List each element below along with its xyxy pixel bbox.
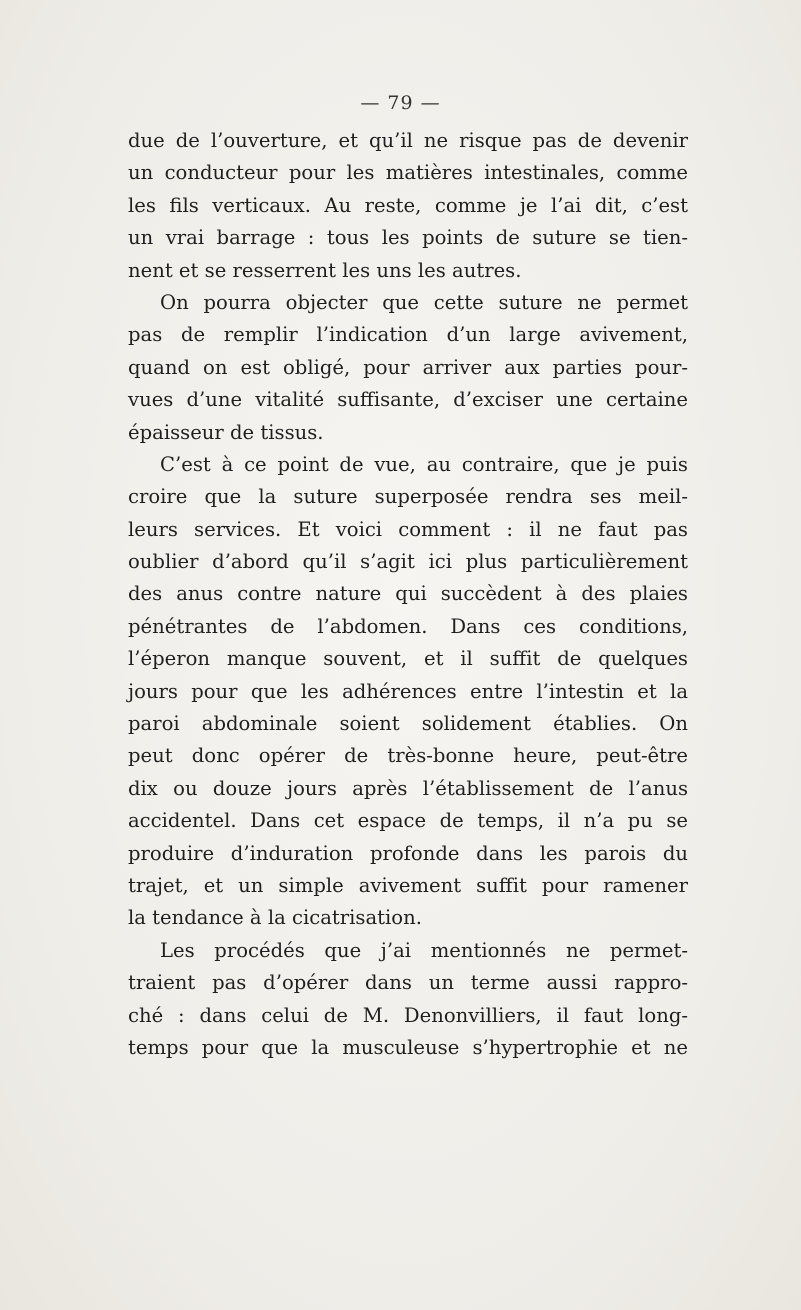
text-line: On pourra objecter que cette suture ne permet bbox=[160, 290, 688, 314]
text-line: nent et se resserrent les uns les autres. bbox=[128, 258, 522, 282]
text-line: un vrai barrage : tous les points de suture se tien- bbox=[128, 226, 688, 250]
text-line: produire d’induration profonde dans les parois du bbox=[128, 841, 688, 865]
text-line: oublier d’abord qu’il s’agit ici plus particulièrement bbox=[128, 550, 688, 574]
text-line: peut donc opérer de très-bonne heure, peut-être bbox=[128, 744, 688, 768]
text-line: due de l’ouverture, et qu’il ne risque pas de devenir bbox=[128, 129, 688, 152]
text-line: les fils verticaux. Au reste, comme je l’ai dit, c’est bbox=[128, 193, 688, 217]
text-line: pénétrantes de l’abdomen. Dans ces conditions, bbox=[128, 614, 688, 638]
text-line: pas de remplir l’indication d’un large avivement, bbox=[128, 323, 688, 347]
text-line: l’éperon manque souvent, et il suffit de quelques bbox=[128, 647, 688, 671]
text-line: la tendance à la cicatrisation. bbox=[128, 906, 422, 930]
text-line: paroi abdominale soient solidement établies. On bbox=[128, 712, 688, 736]
page-number: — 79 — bbox=[360, 92, 441, 114]
text-line: épaisseur de tissus. bbox=[128, 420, 324, 444]
text-line: traient pas d’opérer dans un terme aussi rappro- bbox=[128, 971, 688, 995]
text-line: leurs services. Et voici comment : il ne faut pas bbox=[128, 517, 688, 541]
text-line: temps pour que la musculeuse s’hypertrophie et ne bbox=[128, 1035, 688, 1059]
text-line: dix ou douze jours après l’établissement de l’anus bbox=[128, 776, 688, 800]
text-line: croire que la suture superposée rendra ses meil- bbox=[128, 485, 688, 509]
text-line: un conducteur pour les matières intestinales, comme bbox=[128, 161, 688, 185]
text-line: quand on est obligé, pour arriver aux parties pour- bbox=[128, 355, 688, 379]
body-text bbox=[128, 125, 688, 1064]
text-line: vues d’une vitalité suffisante, d’exciser une certaine bbox=[128, 388, 688, 412]
text-line: des anus contre nature qui succèdent à des plaies bbox=[128, 582, 688, 606]
text-line: Les procédés que j’ai mentionnés ne permet- bbox=[160, 938, 688, 962]
text-line: jours pour que les adhérences entre l’intestin et la bbox=[128, 679, 688, 703]
text-line: C’est à ce point de vue, au contraire, que je puis bbox=[160, 452, 688, 476]
text-line: accidentel. Dans cet espace de temps, il n’a pu se bbox=[128, 809, 688, 833]
text-line: trajet, et un simple avivement suffit pour ramener bbox=[128, 873, 688, 897]
text-line: ché : dans celui de M. Denonvilliers, il faut long- bbox=[128, 1003, 688, 1027]
